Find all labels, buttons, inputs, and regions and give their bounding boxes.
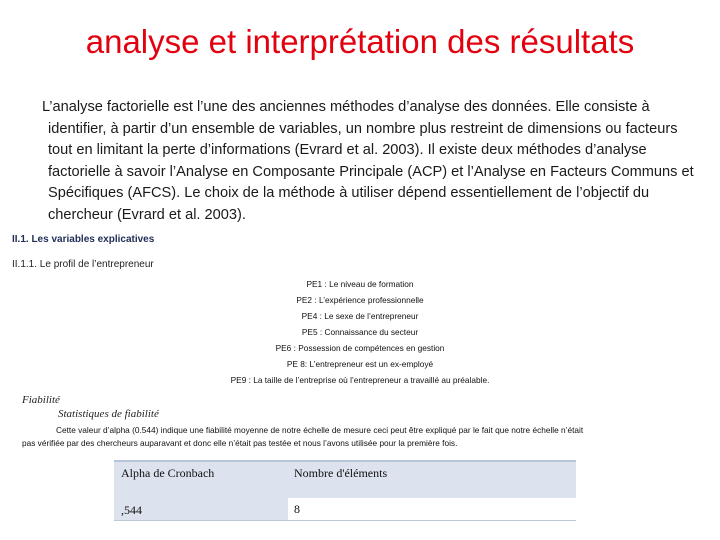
section-heading-variables: II.1. Les variables explicatives [12,234,155,245]
subsection-heading-profil: II.1.1. Le profil de l’entrepreneur [12,259,154,270]
intro-paragraph: L’analyse factorielle est l’une des anciennes méthodes d’analyse des données. Elle consiste à identifier, à partir d’un ensemble de variables, un nombre plus restreint de dimensions ou facteurs tout en limitant la perte d’informations (Evrard et al. 2003). Il existe deux méthodes d’analyse factorielle à savoir l’Analyse en Composante Principale (ACP) et l’Analyse en Facteurs Communs et Spécifiques (AFCS). Le choix de la méthode à utiliser dépend essentiellement de l’objectif du chercheur (Evrard et al. 2003). [42,99,694,223]
value-alpha: ,544 [121,503,142,517]
stats-label: Statistiques de fiabilité [58,408,159,420]
list-item: PE2 : L’expérience professionnelle [296,295,424,305]
table-top-rule [114,460,576,462]
page-title: analyse et interprétation des résultats [85,23,635,60]
note-line: Cette valeur d’alpha (0.544) indique une fiabilité moyenne de notre échelle de mesure ceci peut être expliqué par le fait que notre échelle n’était [56,425,584,435]
list-item: PE5 : Connaissance du secteur [301,327,419,337]
pe-variable-list [0,276,720,388]
fiabilite-label: Fiabilité [22,394,60,406]
list-item: PE9 : La taille de l’entreprise où l’entrepreneur a travaillé au préalable. [230,375,490,385]
alpha-note [22,424,712,450]
list-item: PE6 : Possession de compétences en gestion [275,343,445,353]
list-item: PE4 : Le sexe de l’entrepreneur [301,311,419,321]
value-count-cell [288,498,576,520]
note-line: pas vérifiée par des chercheurs auparavant et donc elle n’était pas testée et nous l’avons utilisée pour la première fois. [22,438,458,448]
reliability-table [114,460,576,521]
list-item: PE1 : Le niveau de formation [306,279,414,289]
list-item: PE 8: L’entrepreneur est un ex-employé [286,359,434,369]
value-count: 8 [294,502,300,516]
header-alpha: Alpha de Cronbach [121,466,215,480]
header-count: Nombre d'éléments [294,466,388,480]
